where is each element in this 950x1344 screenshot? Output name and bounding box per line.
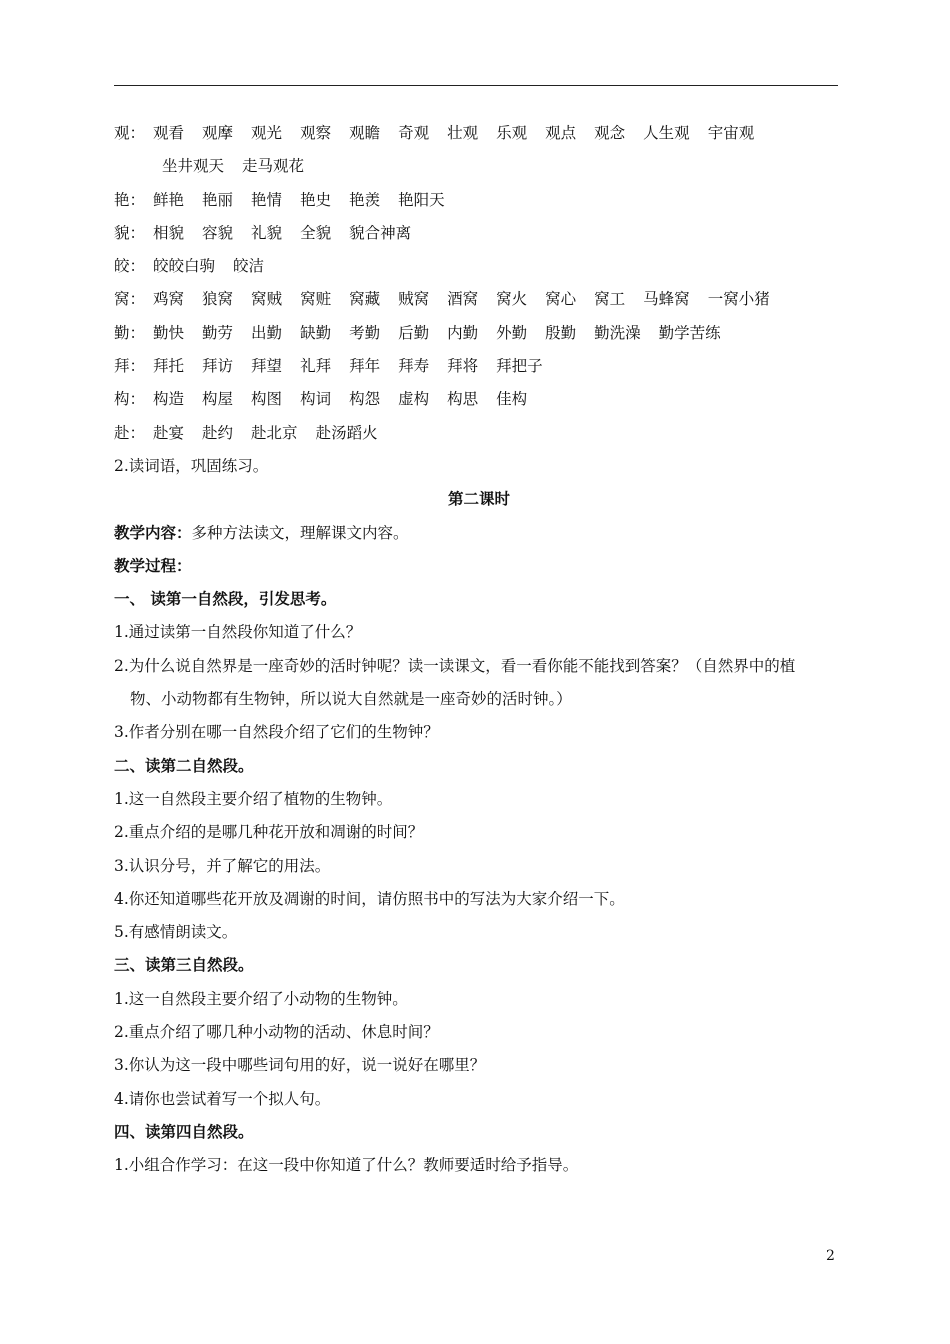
list-item: 3.作者分别在哪一自然段介绍了它们的生物钟？ bbox=[114, 723, 439, 742]
vocab-word: 观光 bbox=[251, 124, 283, 142]
vocab-word: 礼貌 bbox=[251, 223, 283, 242]
header-rule bbox=[114, 85, 838, 86]
vocab-line bbox=[114, 422, 844, 455]
vocab-word: 拜将 bbox=[447, 357, 479, 376]
list-item: 4.你还知道哪些花开放及凋谢的时间，请仿照书中的写法为大家介绍一下。 bbox=[114, 889, 625, 908]
list-item: 2.重点介绍的是哪几种花开放和凋谢的时间？ bbox=[114, 823, 424, 842]
vocab-word: 奇观 bbox=[398, 124, 430, 142]
vocab-character: 构： bbox=[114, 390, 146, 409]
vocab-word: 一窝小猪 bbox=[707, 290, 770, 309]
vocab-word: 窝赃 bbox=[300, 290, 332, 309]
vocab-word: 貌合神离 bbox=[349, 223, 412, 242]
list-item: 4.请你也尝试着写一个拟人句。 bbox=[114, 1089, 331, 1108]
section-heading: 一、 读第一自然段，引发思考。 bbox=[114, 589, 337, 609]
list-item: 2.为什么说自然界是一座奇妙的活时钟呢？读一读课文，看一看你能不能找到答案？（自然界中的植 bbox=[114, 656, 796, 675]
vocab-word: 拜把子 bbox=[496, 357, 543, 376]
vocab-word: 观瞻 bbox=[349, 124, 381, 142]
vocab-word: 酒窝 bbox=[447, 290, 479, 309]
vocab-word: 外勤 bbox=[496, 323, 528, 342]
vocab-word: 狼窝 bbox=[202, 290, 234, 309]
list-item-continuation: 物、小动物都有生物钟，所以说大自然就是一座奇妙的活时钟。） bbox=[130, 690, 572, 709]
vocab-character: 拜： bbox=[114, 357, 146, 376]
section-heading: 二、读第二自然段。 bbox=[114, 755, 254, 775]
vocab-character: 貌： bbox=[114, 223, 146, 242]
teaching-content bbox=[114, 522, 844, 555]
vocab-word: 观念 bbox=[594, 124, 626, 142]
vocab-word: 虚构 bbox=[398, 390, 430, 409]
vocab-character: 观： bbox=[114, 124, 146, 142]
vocab-word: 佳构 bbox=[496, 390, 528, 409]
vocab-word: 坐井观天 bbox=[162, 157, 225, 176]
vocab-word: 乐观 bbox=[496, 124, 528, 142]
lesson-title: 第二课时 bbox=[447, 489, 510, 509]
vocab-character: 艳： bbox=[114, 190, 146, 209]
vocab-word: 窝心 bbox=[545, 290, 577, 309]
vocab-word: 赴汤蹈火 bbox=[315, 423, 378, 442]
vocab-line bbox=[114, 355, 844, 388]
vocab-word: 考勤 bbox=[349, 323, 381, 342]
document-body bbox=[114, 122, 844, 1188]
vocab-word: 出勤 bbox=[251, 323, 283, 342]
vocab-word: 构屋 bbox=[202, 390, 234, 409]
vocab-line bbox=[114, 189, 844, 222]
vocabulary-list bbox=[114, 122, 844, 455]
vocab-line bbox=[114, 222, 844, 255]
vocab-word: 拜年 bbox=[349, 357, 381, 376]
vocab-line bbox=[114, 388, 844, 421]
teaching-process-label: 教学过程： bbox=[114, 555, 192, 575]
vocab-word: 拜寿 bbox=[398, 357, 430, 376]
vocab-word: 艳阳天 bbox=[398, 190, 445, 209]
list-item: 1.小组合作学习：在这一段中你知道了什么？教师要适时给予指导。 bbox=[114, 1156, 579, 1175]
vocab-line-continuation bbox=[114, 155, 844, 188]
vocab-word: 皎洁 bbox=[233, 257, 265, 276]
vocab-word: 赴宴 bbox=[153, 423, 185, 442]
vocab-word: 观摩 bbox=[202, 124, 234, 142]
list-item: 1.这一自然段主要介绍了植物的生物钟。 bbox=[114, 789, 393, 808]
vocab-word: 构图 bbox=[251, 390, 283, 409]
vocab-word: 观察 bbox=[300, 124, 332, 142]
vocab-word: 拜托 bbox=[153, 357, 185, 376]
vocab-word: 人生观 bbox=[643, 124, 690, 142]
vocab-line bbox=[114, 122, 844, 155]
list-item: 5.有感情朗读文。 bbox=[114, 923, 238, 942]
section-heading: 四、读第四自然段。 bbox=[114, 1121, 254, 1141]
vocab-word: 鲜艳 bbox=[153, 190, 185, 209]
vocab-word: 窝贼 bbox=[251, 290, 283, 309]
vocab-line bbox=[114, 255, 844, 288]
teaching-content-text: 多种方法读文，理解课文内容。 bbox=[191, 523, 409, 542]
vocab-word: 构怨 bbox=[349, 390, 381, 409]
vocab-word: 鸡窝 bbox=[153, 290, 185, 309]
vocab-word: 勤劳 bbox=[202, 323, 234, 342]
vocab-word: 赴约 bbox=[202, 423, 234, 442]
vocab-word: 艳史 bbox=[300, 190, 332, 209]
list-item: 3.认识分号，并了解它的用法。 bbox=[114, 856, 331, 875]
vocab-word: 容貌 bbox=[202, 223, 234, 242]
vocab-word: 殷勤 bbox=[545, 323, 577, 342]
vocab-word: 壮观 bbox=[447, 124, 479, 142]
page-number: 2 bbox=[826, 1248, 835, 1264]
vocab-word: 贼窝 bbox=[398, 290, 430, 309]
vocab-word: 相貌 bbox=[153, 223, 185, 242]
vocab-word: 拜访 bbox=[202, 357, 234, 376]
vocab-word: 赴北京 bbox=[251, 423, 298, 442]
list-item: 1.这一自然段主要介绍了小动物的生物钟。 bbox=[114, 989, 408, 1008]
vocab-word: 窝火 bbox=[496, 290, 528, 309]
vocab-word: 走马观花 bbox=[242, 157, 305, 176]
vocab-word: 拜望 bbox=[251, 357, 283, 376]
list-item: 1.通过读第一自然段你知道了什么？ bbox=[114, 623, 362, 642]
vocab-line bbox=[114, 322, 844, 355]
vocab-word: 艳丽 bbox=[202, 190, 234, 209]
vocab-word: 艳情 bbox=[251, 190, 283, 209]
vocab-word: 宇宙观 bbox=[707, 124, 755, 142]
vocab-word: 观看 bbox=[153, 124, 185, 142]
vocab-word: 勤洗澡 bbox=[594, 323, 641, 342]
vocab-word: 构造 bbox=[153, 390, 185, 409]
list-item: 3.你认为这一段中哪些词句用的好，说一说好在哪里？ bbox=[114, 1056, 486, 1075]
vocab-character: 皎： bbox=[114, 257, 146, 276]
vocab-word: 构词 bbox=[300, 390, 332, 409]
vocab-word: 勤快 bbox=[153, 323, 185, 342]
vocab-word: 皎皎白驹 bbox=[153, 257, 216, 276]
vocab-character: 勤： bbox=[114, 323, 146, 342]
teaching-content-label: 教学内容： bbox=[114, 522, 192, 542]
vocab-word: 观点 bbox=[545, 124, 577, 142]
vocab-character: 窝： bbox=[114, 290, 146, 309]
vocab-word: 马蜂窝 bbox=[643, 290, 690, 309]
list-item: 2.重点介绍了哪几种小动物的活动、休息时间？ bbox=[114, 1023, 439, 1042]
section-heading: 三、读第三自然段。 bbox=[114, 955, 254, 975]
vocab-word: 后勤 bbox=[398, 323, 430, 342]
vocab-word: 构思 bbox=[447, 390, 479, 409]
vocab-word: 内勤 bbox=[447, 323, 479, 342]
vocab-word: 窝藏 bbox=[349, 290, 381, 309]
vocab-word: 窝工 bbox=[594, 290, 626, 309]
vocab-word: 缺勤 bbox=[300, 323, 332, 342]
vocab-word: 礼拜 bbox=[300, 357, 332, 376]
vocab-word: 艳羡 bbox=[349, 190, 381, 209]
vocab-word: 全貌 bbox=[300, 223, 332, 242]
vocab-line bbox=[114, 288, 844, 321]
vocab-character: 赴： bbox=[114, 423, 146, 442]
vocab-word: 勤学苦练 bbox=[658, 323, 721, 342]
read-words-line: 2.读词语，巩固练习。 bbox=[114, 456, 269, 475]
